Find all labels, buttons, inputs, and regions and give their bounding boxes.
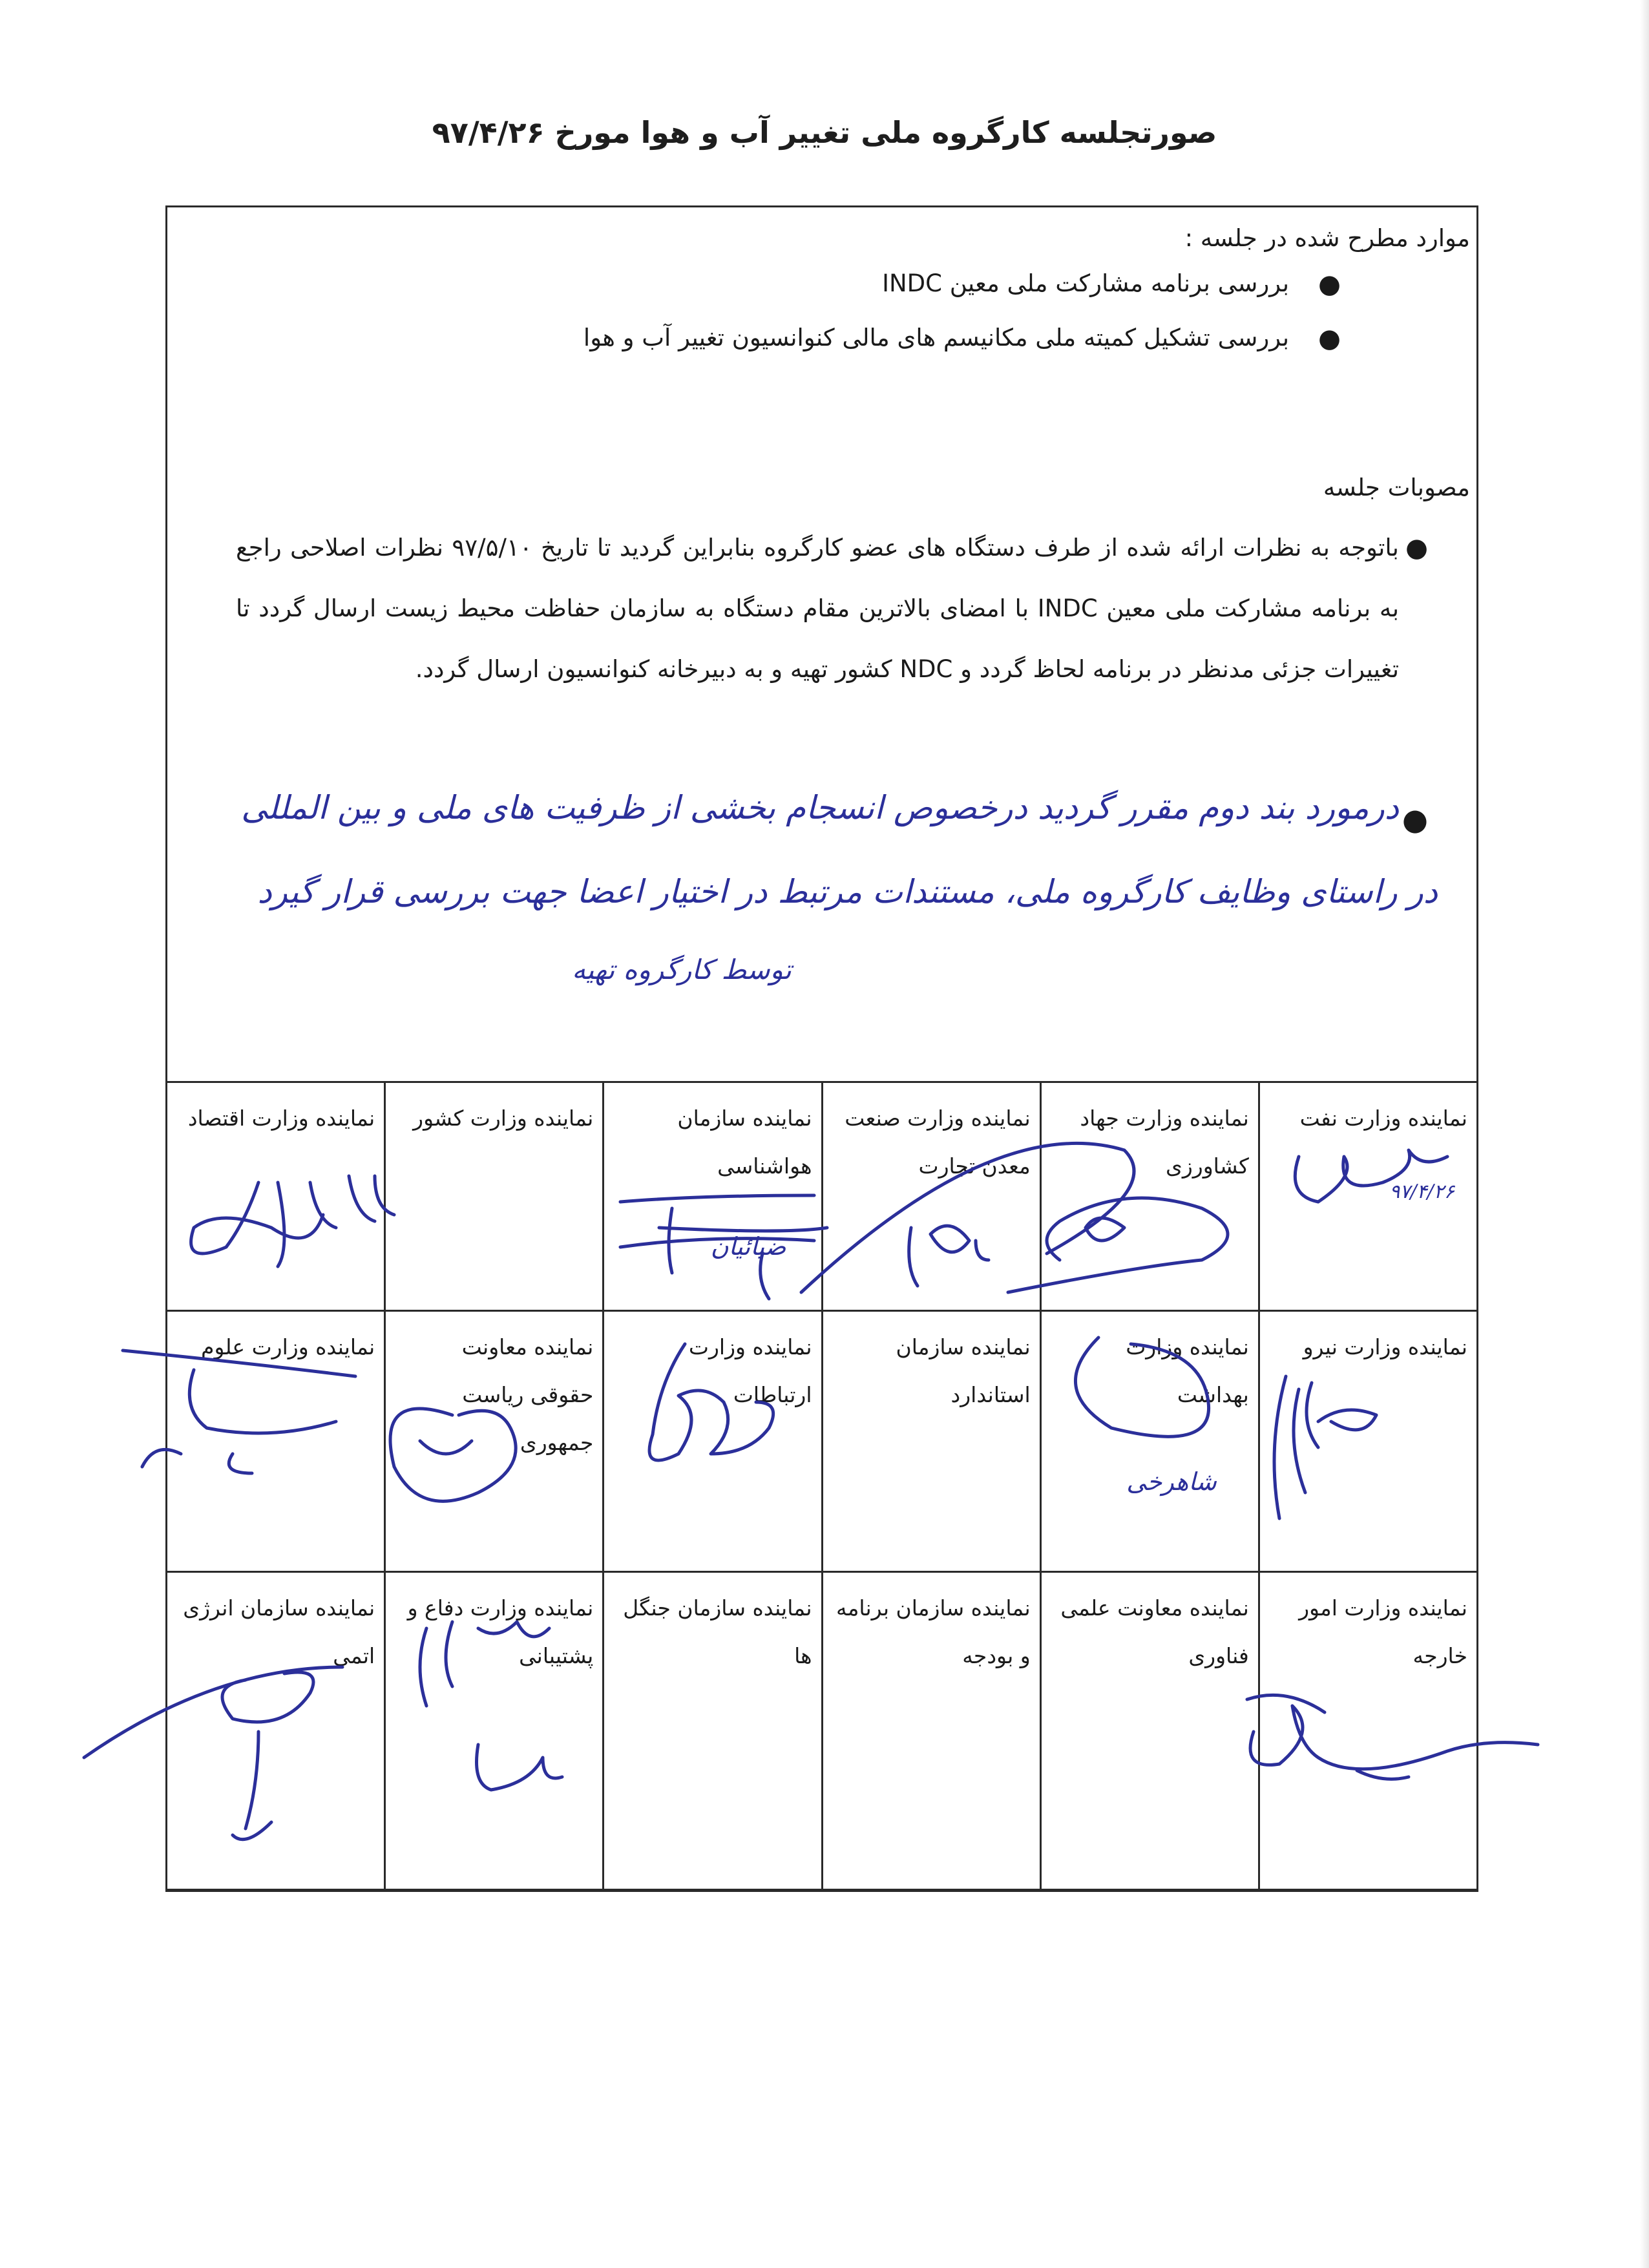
page-edge [1640,0,1649,2268]
sig-cell-forests: نماینده سازمان جنگل ها [604,1572,822,1891]
bullet-icon: ● [1402,802,1428,837]
signature-table [165,1081,1478,1892]
sig-cell-economy: نماینده وزارت اقتصاد [167,1082,385,1311]
minutes-box [165,205,1478,1891]
bullet-icon: ● [1318,324,1341,353]
agenda-heading: موارد مطرح شده در جلسه : [1184,224,1470,252]
bullet-icon: ● [1318,269,1341,299]
sig-date: ۹۷/۴/۲۶ [1389,1181,1455,1203]
sig-name: شاهرخی [1126,1467,1217,1496]
resolution-2-line-1: درمورد بند دوم مقرر گردید درخصوص انسجام بخشی از ظرفیت های ملی و بین المللی [241,789,1399,826]
sig-cell-budget: نماینده سازمان برنامه و بودجه [822,1572,1040,1891]
sig-cell-science: نماینده وزارت علوم [167,1311,385,1572]
sig-cell-defense: نماینده وزارت دفاع و پشتیبانی [385,1572,604,1891]
agenda-item-1: بررسی برنامه مشارکت ملی معین INDC [882,269,1289,297]
resolution-2-line-3: توسط کارگروه تهیه [572,954,792,985]
sig-cell-standards: نماینده سازمان استاندارد [822,1311,1040,1572]
sig-cell-interior: نماینده وزارت کشور [385,1082,604,1311]
sig-cell-oil: نماینده وزارت نفت ۹۷/۴/۲۶ [1259,1082,1477,1311]
bullet-icon: ● [1405,533,1428,563]
sig-cell-meteorology: نماینده سازمان هواشناسی ضیائیان [604,1082,822,1311]
resolutions-heading: مصوبات جلسه [1323,474,1470,501]
agenda-item-2: بررسی تشکیل کمیته ملی مکانیسم های مالی کنوانسیون تغییر آب و هوا [583,324,1289,352]
sig-cell-science-technology: نماینده معاونت علمی فناوری [1040,1572,1259,1891]
sig-cell-legal-affairs: نماینده معاونت حقوقی ریاست جمهوری [385,1311,604,1572]
sig-cell-industry: نماینده وزارت صنعت معدن تجارت [822,1082,1040,1311]
resolution-2-line-2: در راستای وظایف کارگروه ملی، مستندات مرتبط در اختیار اعضا جهت بررسی قرار گیرد [257,873,1438,910]
page-title: صورتجلسه کارگروه ملی تغییر آب و هوا مورخ ۹۷/۴/۲۶ [432,115,1217,150]
sig-cell-health: نماینده وزارت بهداشت شاهرخی [1040,1311,1259,1572]
sig-cell-agriculture: نماینده وزارت جهاد کشاورزی [1040,1082,1259,1311]
resolution-1: باتوجه به نظرات ارائه شده از طرف دستگاه های عضو کارگروه بنابراین گردید تا تاریخ ۹۷/۵/۱۰ نظرات اصلاحی راجع به برنامه مشارکت ملی معین INDC با امضای بالاترین مقام دستگاه به سازمان حفاظت محیط زیست ارسال گردد تا تغییرات جزئی مدنظر در برنامه لحاظ گردد و NDC کشور تهیه و به دبیرخانه کنوانسیون ارسال گردد. [236,534,1399,683]
sig-cell-atomic-energy: نماینده سازمان انرژی اتمی [167,1572,385,1891]
sig-cell-energy: نماینده وزارت نیرو [1259,1311,1477,1572]
sig-cell-communications: نماینده وزارت ارتباطات [604,1311,822,1572]
sig-cell-foreign-affairs: نماینده وزارت امور خارجه [1259,1572,1477,1891]
sig-name: ضیائیان [710,1232,786,1261]
